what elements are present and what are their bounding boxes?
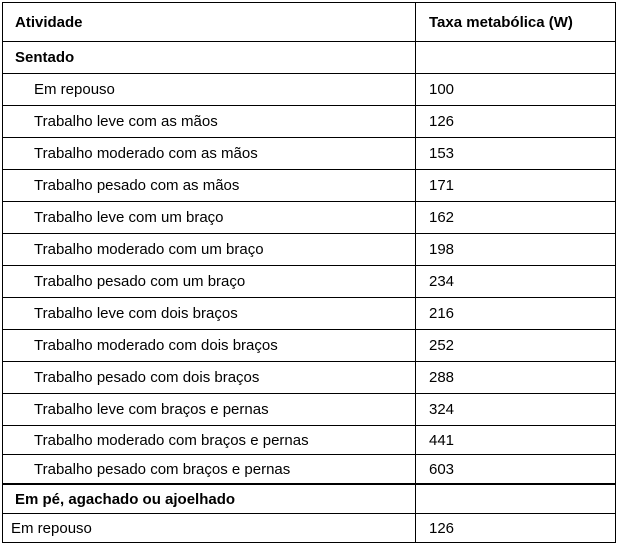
- table-header-row: [3, 3, 616, 42]
- rate-cell: 288: [416, 362, 616, 394]
- activity-cell: Trabalho leve com braços e pernas: [3, 394, 416, 426]
- rate-cell: 603: [416, 455, 616, 485]
- table-row: [3, 455, 616, 485]
- activity-cell: Trabalho pesado com dois braços: [3, 362, 416, 394]
- activity-cell: Trabalho pesado com um braço: [3, 266, 416, 298]
- table-row: [3, 394, 616, 426]
- table-row: [3, 234, 616, 266]
- activity-cell: Em repouso: [3, 74, 416, 106]
- rate-cell: 324: [416, 394, 616, 426]
- table-row: [3, 298, 616, 330]
- activity-cell: Trabalho moderado com as mãos: [3, 138, 416, 170]
- table-row: [3, 426, 616, 455]
- activity-cell: Trabalho pesado com as mãos: [3, 170, 416, 202]
- table-body: [3, 42, 616, 543]
- rate-cell: 252: [416, 330, 616, 362]
- table-row: [3, 202, 616, 234]
- metabolic-rate-table: [2, 2, 616, 543]
- table-row: [3, 74, 616, 106]
- activity-cell: Trabalho leve com dois braços: [3, 298, 416, 330]
- table-row: [3, 106, 616, 138]
- table-row: [3, 362, 616, 394]
- section-row: [3, 42, 616, 74]
- activity-cell: Trabalho leve com as mãos: [3, 106, 416, 138]
- rate-cell: 100: [416, 74, 616, 106]
- activity-cell: Trabalho leve com um braço: [3, 202, 416, 234]
- table-row: [3, 330, 616, 362]
- rate-cell: 198: [416, 234, 616, 266]
- rate-cell: 234: [416, 266, 616, 298]
- header-metabolic-rate: Taxa metabólica (W): [416, 3, 616, 42]
- rate-cell: 126: [416, 106, 616, 138]
- header-activity: Atividade: [3, 3, 416, 42]
- table-row: [3, 138, 616, 170]
- rate-cell: 216: [416, 298, 616, 330]
- section-title: Em pé, agachado ou ajoelhado: [3, 484, 416, 514]
- rate-cell: 126: [416, 514, 616, 543]
- table-row: [3, 170, 616, 202]
- section-empty-cell: [416, 484, 616, 514]
- rate-cell: 162: [416, 202, 616, 234]
- section-empty-cell: [416, 42, 616, 74]
- activity-cell: Trabalho moderado com braços e pernas: [3, 426, 416, 455]
- activity-cell: Trabalho moderado com um braço: [3, 234, 416, 266]
- rate-cell: 153: [416, 138, 616, 170]
- section-row: [3, 484, 616, 514]
- activity-cell: Trabalho moderado com dois braços: [3, 330, 416, 362]
- table-row: [3, 266, 616, 298]
- table-row: [3, 514, 616, 543]
- activity-cell: Em repouso: [3, 514, 416, 543]
- rate-cell: 171: [416, 170, 616, 202]
- activity-cell: Trabalho pesado com braços e pernas: [3, 455, 416, 485]
- section-title: Sentado: [3, 42, 416, 74]
- rate-cell: 441: [416, 426, 616, 455]
